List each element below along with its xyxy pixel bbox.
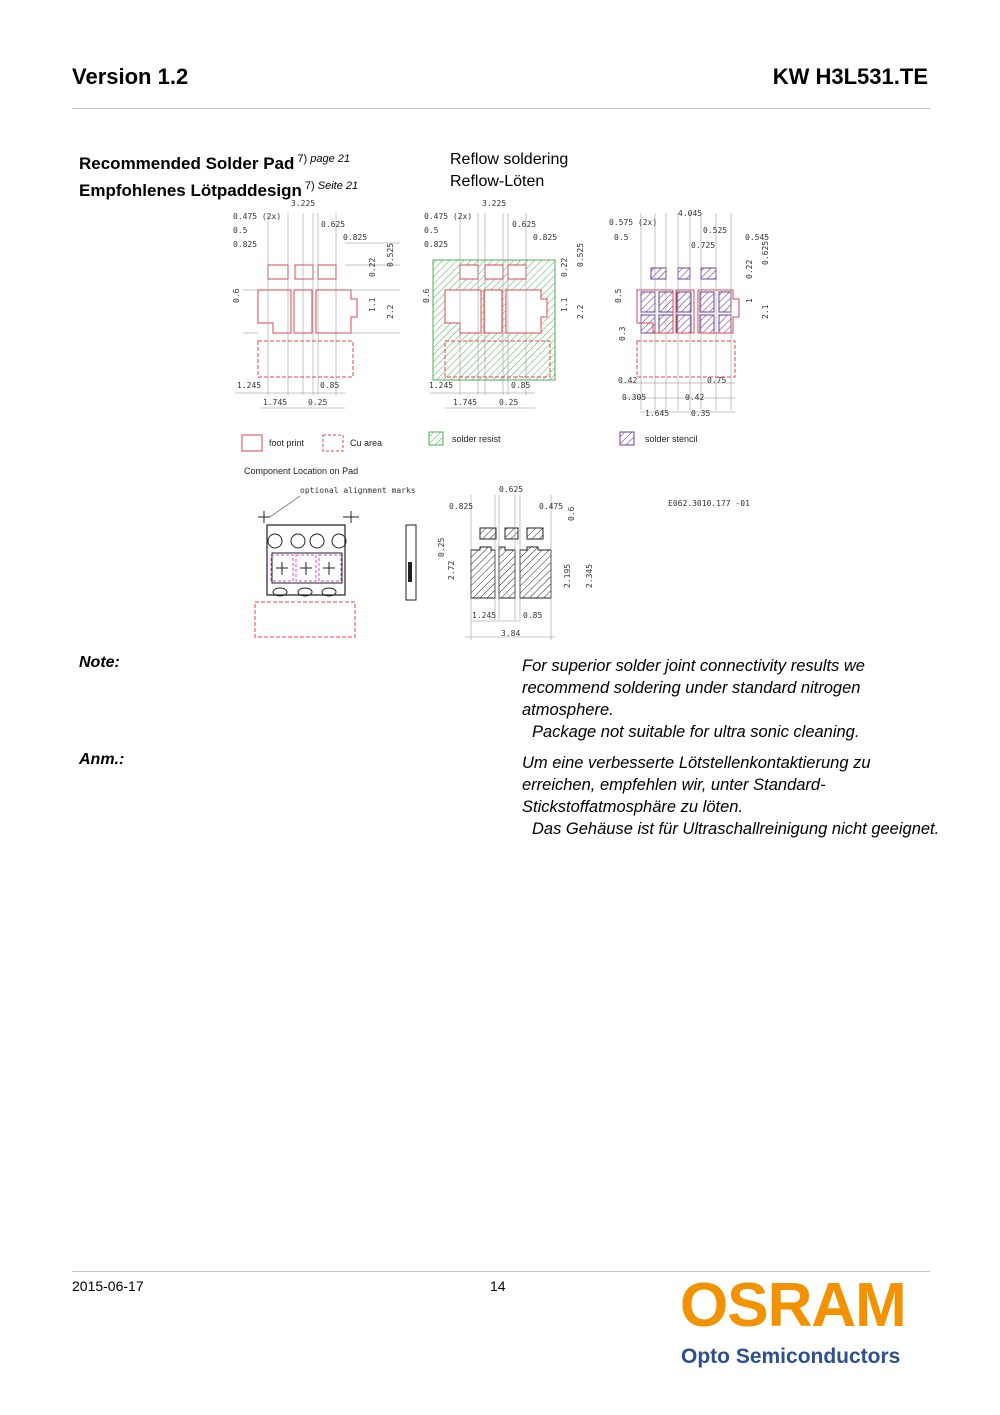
- product-name: KW H3L531.TE: [772, 64, 928, 89]
- dim-r2-4: 2.345: [585, 563, 594, 588]
- footer-date: 2015-06-17: [72, 1278, 144, 1294]
- dim-r3: 1.1: [368, 297, 377, 312]
- header-divider: [72, 108, 930, 109]
- dim-d: 0.625: [321, 220, 346, 229]
- solder-stencil-swatch: [620, 432, 634, 445]
- dim-b5-3: 1.645: [645, 409, 670, 418]
- note-de-line-2: Das Gehäuse ist für Ultraschallreinigung nicht geeignet.: [532, 820, 940, 838]
- footnote-ref-de-num: 7): [304, 180, 315, 192]
- dim-b1: 1.245: [237, 381, 262, 390]
- dim-b4-3: 0.42: [685, 393, 705, 402]
- dim-a-3: 0.575 (2x): [609, 218, 658, 227]
- dim-b-3: 0.5: [614, 233, 629, 242]
- dim-b3-2: 1.745: [453, 398, 478, 407]
- legend-cu-area: Cu area: [350, 438, 383, 448]
- component-drawing: [255, 496, 416, 637]
- version-label: Version 1.2: [72, 64, 189, 89]
- footnote-ref-en-num: 7): [297, 153, 308, 165]
- solder-stencil-panel: [609, 209, 770, 418]
- note-en-line-1: For superior solder joint connectivity results we recommend soldering under standard nitrogen atmosphere.: [522, 657, 865, 719]
- solder-resist-swatch: [429, 432, 443, 445]
- process-label: [450, 149, 568, 193]
- section-title-en: Recommended Solder Pad: [79, 154, 295, 173]
- alignment-marks-label: optional alignment marks: [300, 486, 416, 495]
- dim-a-4: 0.825: [449, 502, 474, 511]
- component-location-label: Component Location on Pad: [244, 466, 359, 476]
- dim-d-2: 0.625: [512, 220, 537, 229]
- footnote-ref-de: Seite 21: [317, 180, 359, 192]
- drawing-id: E062.3010.177 -01: [668, 499, 750, 508]
- dim-r2-3: 0.625: [761, 240, 770, 265]
- dim-e-3: 0.545: [745, 233, 770, 242]
- dim-b: 0.5: [233, 226, 248, 235]
- logo-brand: OSRAM: [680, 1271, 906, 1340]
- dim-b1-4: 1.245: [472, 611, 497, 620]
- dim-b1-2: 1.245: [429, 381, 454, 390]
- dim-b3-4: 3.84: [501, 629, 521, 638]
- cu-area-swatch: [323, 435, 343, 451]
- dim-b4-2: 0.25: [499, 398, 519, 407]
- dim-r1: 0.22: [368, 257, 377, 277]
- dim-d-3: 0.725: [691, 241, 716, 250]
- dim-c: 0.825: [233, 240, 258, 249]
- dim-top-3: 4.045: [678, 209, 703, 218]
- dim-a: 0.475 (2x): [233, 212, 282, 221]
- dim-l1-4: 0.25: [437, 537, 446, 557]
- process-en: Reflow soldering: [450, 151, 569, 168]
- dim-a-2: 0.475 (2x): [424, 212, 473, 221]
- legend-solder-resist: solder resist: [452, 434, 501, 444]
- dim-l2-4: 2.72: [447, 560, 456, 580]
- logo-division: Opto Semiconductors: [681, 1345, 901, 1368]
- legend-foot-print: foot print: [269, 438, 305, 448]
- dim-l2-3: 0.3: [618, 326, 627, 341]
- note-text-en: [522, 655, 942, 743]
- dim-r4-3: 2.1: [761, 304, 770, 319]
- dim-l1-3: 0.5: [614, 288, 623, 303]
- footnote-ref-en: page 21: [310, 153, 350, 165]
- dim-r3-3: 1: [745, 298, 754, 303]
- dim-r1-4: 2.195: [563, 563, 572, 588]
- section-title: [79, 148, 358, 202]
- dim-b-4: 0.475: [539, 502, 564, 511]
- dim-b3: 1.745: [263, 398, 288, 407]
- page-number: 14: [490, 1278, 506, 1294]
- dim-b6-3: 0.35: [691, 409, 711, 418]
- note-de-line-1: Um eine verbesserte Lötstellenkontaktierung zu erreichen, empfehlen wir, unter Standard-Stickstoffatmosphäre zu löten.: [522, 754, 871, 816]
- dim-r3-2: 1.1: [560, 297, 569, 312]
- dim-c-3: 0.525: [703, 226, 728, 235]
- dim-c-4: 0.6: [567, 506, 576, 521]
- note-en-line-2: Package not suitable for ultra sonic cleaning.: [532, 723, 860, 741]
- dim-r4-2: 2.2: [576, 304, 585, 319]
- dim-b3-3: 0.305: [622, 393, 647, 402]
- note-label-en: Note:: [79, 654, 120, 671]
- dim-r1-2: 0.22: [560, 257, 569, 277]
- dim-r2-2: 0.525: [576, 242, 585, 267]
- dim-b2-4: 0.85: [523, 611, 543, 620]
- dim-b2: 0.85: [320, 381, 340, 390]
- dim-l1: 0.6: [232, 288, 241, 303]
- section-title-de: Empfohlenes Lötpaddesign: [79, 181, 302, 200]
- note-text-de: [522, 752, 942, 840]
- dim-top: 3.225: [291, 199, 316, 208]
- osram-logo: [680, 1271, 935, 1375]
- dim-l1-2: 0.6: [422, 288, 431, 303]
- dim-top-2: 3.225: [482, 199, 507, 208]
- pad-detail-drawing: [437, 485, 594, 640]
- dim-b-2: 0.5: [424, 226, 439, 235]
- dim-r1-3: 0.22: [745, 259, 754, 279]
- solder-resist-panel: [422, 199, 585, 408]
- dim-top-4: 0.625: [499, 485, 524, 494]
- note-label-de: Anm.:: [79, 751, 125, 768]
- dim-b2-2: 0.85: [511, 381, 531, 390]
- dim-b4: 0.25: [308, 398, 328, 407]
- footprint-panel: [232, 199, 400, 408]
- dim-e: 0.825: [343, 233, 368, 242]
- dim-e-2: 0.825: [533, 233, 558, 242]
- dim-b1-3: 0.42: [618, 376, 638, 385]
- solder-pad-drawing: [225, 195, 770, 645]
- process-de: Reflow-Löten: [450, 173, 545, 190]
- dim-c-2: 0.825: [424, 240, 449, 249]
- legend-solder-stencil: solder stencil: [645, 434, 698, 444]
- dim-r2: 0.525: [386, 242, 395, 267]
- drawing-legend: [242, 432, 698, 451]
- dim-r4: 2.2: [386, 304, 395, 319]
- footprint-swatch: [242, 435, 262, 451]
- dim-b2-3: 0.75: [707, 376, 727, 385]
